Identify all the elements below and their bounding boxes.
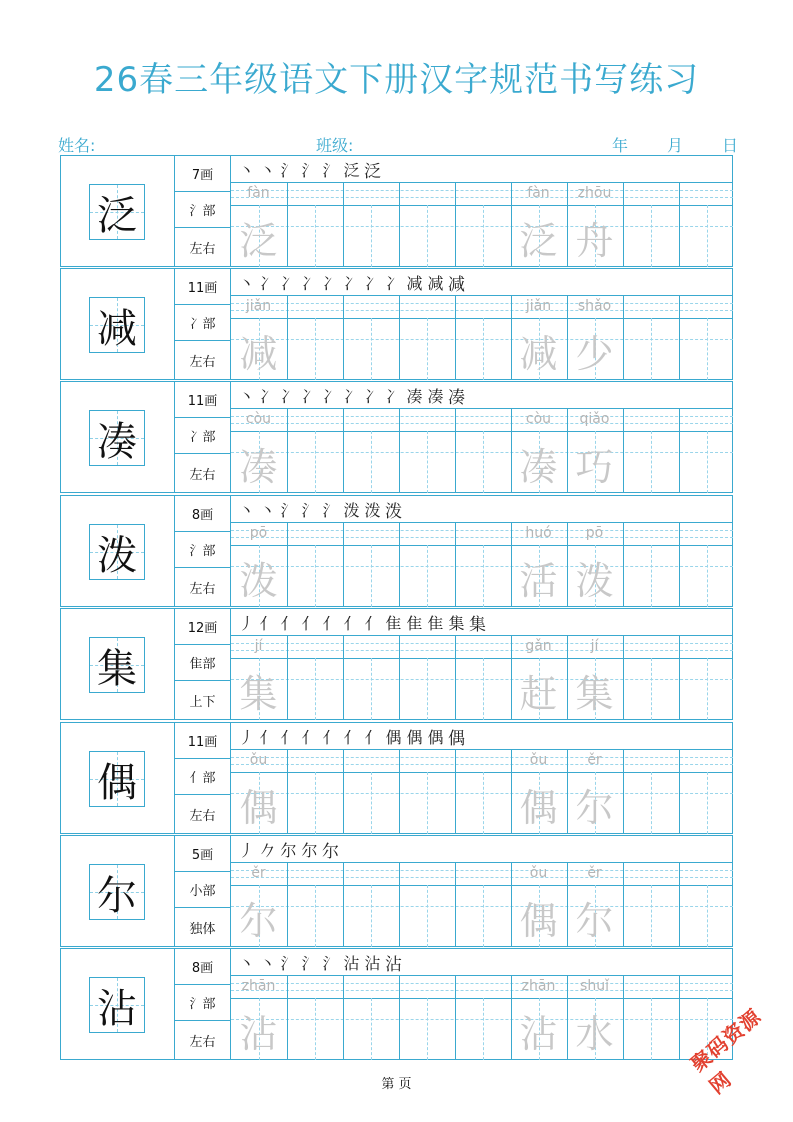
stroke-step: 减 (406, 273, 423, 293)
stroke-step: 冫 (301, 386, 318, 406)
page-number: 第 页 (381, 1077, 412, 1092)
stroke-count: 8画 (175, 949, 231, 985)
trace-char: 尔 (239, 898, 278, 943)
pinyin: pō (249, 525, 268, 541)
word-trace-char: 减 (519, 331, 558, 376)
word-trace-char: 舟 (575, 218, 614, 263)
radical: 隹部 (175, 645, 231, 681)
model-char-box (89, 864, 145, 920)
model-char-cell (61, 382, 175, 492)
word-pinyin: shuǐ (580, 978, 609, 994)
model-char: 泼 (97, 532, 137, 579)
trace-char: 偶 (239, 785, 278, 830)
model-char-cell (61, 609, 175, 719)
model-char: 集 (97, 645, 137, 692)
pinyin: ěr (251, 865, 266, 881)
stroke-step: 丶 (238, 953, 255, 973)
stroke-step: 亻 (364, 613, 381, 633)
radical: 亻部 (175, 759, 231, 795)
stroke-step: 隹 (385, 613, 402, 633)
stroke-step: 丶 (238, 386, 255, 406)
word-pinyin: qiǎo (579, 411, 610, 427)
model-char-box (89, 751, 145, 807)
stroke-step: 氵 (280, 160, 297, 180)
word-trace-char: 尔 (575, 898, 614, 943)
radical: 氵部 (175, 985, 231, 1021)
stroke-step: 亻 (301, 613, 318, 633)
model-char-cell (61, 156, 175, 266)
watermark: 聚码资源网 (685, 1003, 766, 1099)
trace-char: 沾 (239, 1011, 278, 1056)
char-row (60, 495, 733, 607)
writing-grid (231, 635, 733, 720)
stroke-step: 冫 (322, 273, 339, 293)
trace-char: 凑 (239, 444, 278, 489)
word-trace-char: 沾 (519, 1011, 558, 1056)
writing-grid (231, 862, 733, 947)
stroke-step: 亻 (280, 613, 297, 633)
radical: 氵部 (175, 532, 231, 568)
stroke-step: 亻 (301, 727, 318, 747)
pinyin-band (231, 183, 733, 206)
radical: 小部 (175, 872, 231, 908)
pinyin-band (231, 976, 733, 999)
structure: 左右 (175, 341, 231, 379)
stroke-step: 泼 (385, 501, 402, 522)
model-char: 尔 (97, 872, 137, 919)
model-char-cell (61, 836, 175, 946)
word-pinyin: ǒu (529, 865, 548, 881)
structure: 左右 (175, 795, 231, 833)
stroke-step: 偶 (385, 727, 402, 747)
stroke-step: 丶 (259, 160, 276, 180)
stroke-step: 丿 (238, 840, 255, 860)
word-pinyin: shǎo (577, 298, 612, 314)
radical: 冫部 (175, 418, 231, 454)
stroke-step: 凑 (448, 387, 465, 408)
stroke-step: 凑 (406, 386, 423, 406)
structure: 左右 (175, 454, 231, 492)
stroke-step: 减 (448, 274, 465, 295)
stroke-step: 亻 (343, 727, 360, 747)
word-trace-char: 偶 (519, 785, 558, 830)
word-pinyin: jí (590, 638, 599, 654)
stroke-step: 沾 (364, 953, 381, 973)
page-title: 26春三年级语文下册汉字规范书写练习 (93, 60, 700, 100)
stroke-step: 氵 (301, 160, 318, 180)
char-row (60, 381, 733, 493)
stroke-step: 氵 (280, 500, 297, 520)
word-pinyin: huó (525, 525, 552, 541)
word-pinyin: zhān (521, 978, 556, 994)
structure: 左右 (175, 228, 231, 266)
stroke-step: 沾 (343, 953, 360, 973)
stroke-count: 11画 (175, 382, 231, 418)
pinyin-band (231, 409, 733, 432)
stroke-order (237, 382, 466, 408)
word-trace-char: 少 (575, 331, 614, 376)
stroke-step: 泛 (343, 160, 360, 180)
word-pinyin: jiǎn (525, 298, 552, 314)
word-trace-char: 水 (575, 1011, 614, 1056)
word-trace-char: 凑 (519, 444, 558, 489)
stroke-step: 泼 (364, 500, 381, 520)
word-trace-char: 巧 (575, 444, 614, 489)
model-char-box (89, 184, 145, 240)
word-trace-char: 偶 (519, 898, 558, 943)
word-trace-char: 活 (519, 558, 558, 603)
stroke-step: 亻 (259, 613, 276, 633)
stroke-step: 隹 (427, 613, 444, 633)
word-pinyin: gǎn (525, 638, 552, 654)
stroke-step: 氵 (280, 953, 297, 973)
model-char: 减 (97, 305, 137, 352)
word-pinyin: còu (525, 411, 552, 427)
writing-grid (231, 975, 733, 1060)
pinyin: zhān (241, 978, 276, 994)
stroke-step: 丿 (238, 613, 255, 633)
stroke-step: 凑 (427, 386, 444, 406)
pinyin-band (231, 523, 733, 546)
model-char-box (89, 977, 145, 1033)
stroke-step: 冫 (343, 386, 360, 406)
stroke-step: 氵 (301, 953, 318, 973)
char-row (60, 268, 733, 380)
pinyin: jí (254, 638, 263, 654)
class-label: 班级: (316, 136, 354, 155)
model-char-box (89, 297, 145, 353)
word-trace-char: 泛 (519, 218, 558, 263)
stroke-order (237, 836, 340, 862)
char-row (60, 722, 733, 834)
model-char-cell (61, 269, 175, 379)
radical: 冫部 (175, 305, 231, 341)
stroke-step: 偶 (406, 727, 423, 747)
structure: 左右 (175, 1021, 231, 1059)
word-pinyin: ěr (587, 865, 602, 881)
stroke-step: 减 (427, 273, 444, 293)
word-pinyin: ǒu (529, 752, 548, 768)
year-label: 年 (612, 136, 629, 155)
writing-grid (231, 295, 733, 380)
model-char: 泛 (97, 192, 137, 239)
model-char: 凑 (97, 418, 137, 465)
stroke-step: 氵 (322, 953, 339, 973)
model-char-box (89, 524, 145, 580)
word-pinyin: ěr (587, 752, 602, 768)
stroke-step: 尔 (322, 841, 339, 862)
name-label: 姓名: (58, 136, 96, 155)
pinyin-band (231, 296, 733, 319)
pinyin-band (231, 636, 733, 659)
stroke-step: 泛 (364, 161, 381, 182)
char-row (60, 155, 733, 267)
stroke-step: 偶 (427, 727, 444, 747)
stroke-step: 丿 (238, 727, 255, 747)
stroke-order (237, 496, 403, 522)
stroke-count: 7画 (175, 156, 231, 192)
stroke-step: 冫 (385, 273, 402, 293)
stroke-step: 冫 (280, 386, 297, 406)
day-label: 日 (722, 136, 739, 155)
pinyin: ǒu (249, 752, 268, 768)
stroke-step: 冫 (364, 273, 381, 293)
stroke-step: 亻 (322, 613, 339, 633)
word-trace-char: 赶 (519, 671, 558, 716)
stroke-order (237, 723, 466, 749)
pinyin-band (231, 750, 733, 773)
stroke-step: 泼 (343, 500, 360, 520)
stroke-step: 氵 (301, 500, 318, 520)
stroke-step: 𠂊 (259, 840, 276, 860)
stroke-order (237, 269, 466, 295)
pinyin: còu (245, 411, 272, 427)
model-char: 沾 (97, 985, 137, 1032)
trace-char: 集 (239, 671, 278, 716)
stroke-step: 冫 (364, 386, 381, 406)
stroke-order (237, 609, 487, 635)
stroke-step: 丶 (259, 500, 276, 520)
stroke-step: 亻 (364, 727, 381, 747)
stroke-step: 冫 (301, 273, 318, 293)
word-trace-char: 尔 (575, 785, 614, 830)
word-pinyin: fàn (527, 185, 550, 201)
stroke-step: 冫 (385, 386, 402, 406)
model-char-cell (61, 723, 175, 833)
stroke-step: 丶 (259, 953, 276, 973)
char-row (60, 835, 733, 947)
stroke-order (237, 949, 403, 975)
stroke-step: 冫 (343, 273, 360, 293)
stroke-count: 12画 (175, 609, 231, 645)
model-char-box (89, 410, 145, 466)
stroke-step: 亻 (322, 727, 339, 747)
trace-char: 泼 (239, 558, 278, 603)
stroke-step: 亻 (343, 613, 360, 633)
stroke-step: 冫 (259, 386, 276, 406)
structure: 上下 (175, 681, 231, 719)
char-row (60, 608, 733, 720)
stroke-step: 亻 (259, 727, 276, 747)
stroke-step: 冫 (322, 386, 339, 406)
word-trace-char: 泼 (575, 558, 614, 603)
stroke-step: 氵 (322, 500, 339, 520)
stroke-step: 沾 (385, 954, 402, 975)
month-label: 月 (667, 136, 684, 155)
stroke-step: 集 (448, 613, 465, 633)
writing-grid (231, 749, 733, 834)
trace-char: 减 (239, 331, 278, 376)
stroke-step: 集 (469, 614, 486, 635)
word-pinyin: pō (585, 525, 604, 541)
stroke-step: 隹 (406, 613, 423, 633)
model-char-cell (61, 496, 175, 606)
stroke-step: 亻 (280, 727, 297, 747)
model-char-cell (61, 949, 175, 1059)
writing-grid (231, 182, 733, 267)
stroke-step: 丶 (238, 273, 255, 293)
stroke-step: 丶 (238, 500, 255, 520)
stroke-count: 8画 (175, 496, 231, 532)
word-pinyin: zhōu (577, 185, 612, 201)
stroke-step: 偶 (448, 728, 465, 749)
pinyin: jiǎn (245, 298, 272, 314)
stroke-step: 冫 (259, 273, 276, 293)
stroke-step: 尔 (280, 840, 297, 860)
stroke-order (237, 156, 382, 182)
radical: 氵部 (175, 192, 231, 228)
word-trace-char: 集 (575, 671, 614, 716)
stroke-step: 冫 (280, 273, 297, 293)
stroke-count: 11画 (175, 269, 231, 305)
stroke-step: 尔 (301, 840, 318, 860)
writing-grid (231, 522, 733, 607)
stroke-count: 5画 (175, 836, 231, 872)
stroke-step: 氵 (322, 160, 339, 180)
structure: 左右 (175, 568, 231, 606)
stroke-count: 11画 (175, 723, 231, 759)
writing-grid (231, 408, 733, 493)
stroke-step: 丶 (238, 160, 255, 180)
pinyin: fàn (247, 185, 270, 201)
char-row (60, 948, 733, 1060)
model-char-box (89, 637, 145, 693)
pinyin-band (231, 863, 733, 886)
trace-char: 泛 (239, 218, 278, 263)
model-char: 偶 (97, 759, 137, 806)
structure: 独体 (175, 908, 231, 946)
